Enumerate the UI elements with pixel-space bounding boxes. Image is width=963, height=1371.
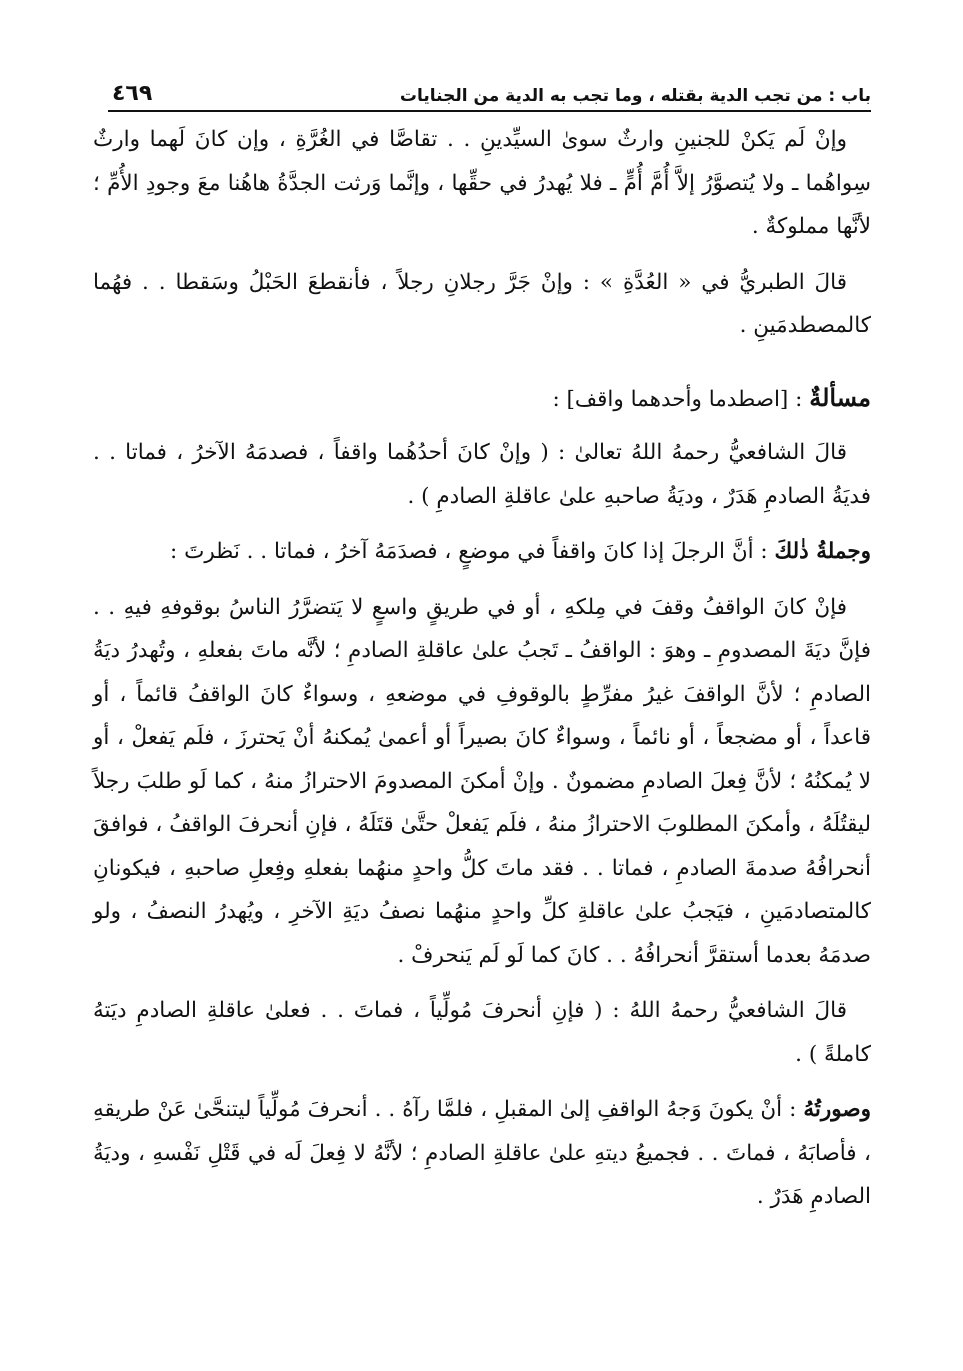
sura-text: : أنْ يكونَ وَجهُ الواقفِ إلىٰ المقبلِ ، فلمَّا رآهُ . . أنحرفَ مُولِّياً ليتنحَّىٰ عَنْ طريقهِ ، فأصابَهُ ، فماتَ . . فجميعُ ديتهِ علىٰ عاقلةِ الصادمِ ؛ لأنَّهُ لا فِعلَ لَه في قَتْلِ نَفْسهِ ، وديَةُ الصادمِ هَدَرٌ . bbox=[93, 1097, 871, 1209]
paragraph-jumla bbox=[93, 530, 871, 574]
page-number: ٤٦٩ bbox=[112, 81, 153, 106]
paragraph-inheritance: وإنْ لَم يَكنْ للجنينِ وارثٌ سوىٰ السيِّدينِ . . تقاصَّا في الغُرَّةِ ، وإن كانَ لَهما وارثٌ سِواهُما ـ ولا يُتصوَّرُ إلاَّ أُمَّ أُمٍّ ـ فلا يُهدرُ في حقِّها ، وإنَّما وَرثت الجدَّةُ هاهُنا معَ وجودِ الأُمِّ ؛ لأنَّها مملوكةٌ . bbox=[93, 127, 871, 239]
masala-title: : [اصطدما وأحدهما واقف] : bbox=[552, 386, 810, 412]
jumla-text: : أنَّ الرجلَ إذا كانَ واقفاً في موضعٍ ، فصدَمَهُ آخرُ ، فماتا . . نَظرتَ : bbox=[170, 539, 775, 564]
jumla-lead: وجملةُ ذٰلكَ bbox=[774, 539, 871, 564]
paragraph-sura bbox=[93, 1088, 871, 1219]
chapter-title: باب : من تجب الدية بقتله ، وما تجب به الدية من الجنايات bbox=[399, 86, 871, 106]
paragraph-shafii-quote-2: قالَ الشافعيُّ رحمهُ اللهُ : ( فإنِ أنحرفَ مُولِّياً ، فماتَ . . فعلىٰ عاقلةِ الصادمِ ديَتهُ كاملةً ) . bbox=[93, 998, 871, 1067]
running-header bbox=[108, 78, 871, 112]
page-body bbox=[93, 118, 871, 1231]
paragraph-standing-cases: فإنْ كانَ الواقفُ وقفَ في مِلكهِ ، أو في طريقٍ واسعٍ لا يَتضرَّرُ الناسُ بوقوفهِ فيهِ . . فإنَّ ديَةَ المصدومِ ـ وهوَ : الواقفُ ـ تَجبُ علىٰ عاقلةِ الصادمِ ؛ لأنَّه ماتَ بفعلهِ ، وتُهدرُ ديَةُ الصادمِ ؛ لأنَّ الواقفَ غيرُ مفرِّطٍ بالوقوفِ في موضعهِ ، وسواءٌ كانَ الواقفُ قائماً ، أو قاعداً ، أو مضجعاً ، أو نائماً ، وسواءٌ كانَ بصيراً أو أعمىٰ يُمكنهُ أنْ يَحترزَ ، فلَم يَفعلْ ، أو لا يُمكنُهُ ؛ لأنَّ فِعلَ الصادمِ مضمونٌ . وإنْ أمكنَ المصدومَ الاحترازُ منهُ ، كما لَو طلبَ رجلاً ليقتُلَهُ ، وأمكنَ المطلوبَ الاحترازُ منهُ ، فلَم يَفعلْ حتَّىٰ قتَلَهُ ، فإنِ أنحرفَ الواقفُ ، فوافقَ أنحرافُهُ صدمةَ الصادمِ ، فماتا . . فقد ماتَ كلُّ واحدٍ منهُما بفعلهِ وفِعلِ صاحبهِ ، فيكونانِ كالمتصادمَينِ ، فيَجبُ علىٰ عاقلةِ كلِّ واحدٍ منهُما نصفُ ديَةِ الآخرِ ، ويُهدرُ النصفُ ، ولو صدمَهُ بعدما أستقرَّ أنحرافُهُ . . كانَ كما لَو لَم يَنحرفْ . bbox=[93, 594, 871, 968]
masala-label: مسألةٌ bbox=[809, 382, 871, 412]
masala-heading bbox=[93, 376, 871, 422]
sura-lead: وصورتُهُ bbox=[803, 1097, 871, 1122]
paragraph-tabari: قالَ الطبريُّ في « العُدَّةِ » : وإنْ جَرَّ رجلانِ رجلاً ، فأنقطعَ الحَبْلُ وسَقطا . . فهُما كالمصطدمَينِ . bbox=[93, 269, 871, 338]
paragraph-shafii-quote-1: قالَ الشافعيُّ رحمهُ اللهُ تعالىٰ : ( وإنْ كانَ أحدُهُما واقفاً ، فصدمَهُ الآخرُ ، فماتا . . فديَةُ الصادمِ هَدَرٌ ، وديَةُ صاحبهِ علىٰ عاقلةِ الصادمِ ) . bbox=[93, 440, 871, 509]
